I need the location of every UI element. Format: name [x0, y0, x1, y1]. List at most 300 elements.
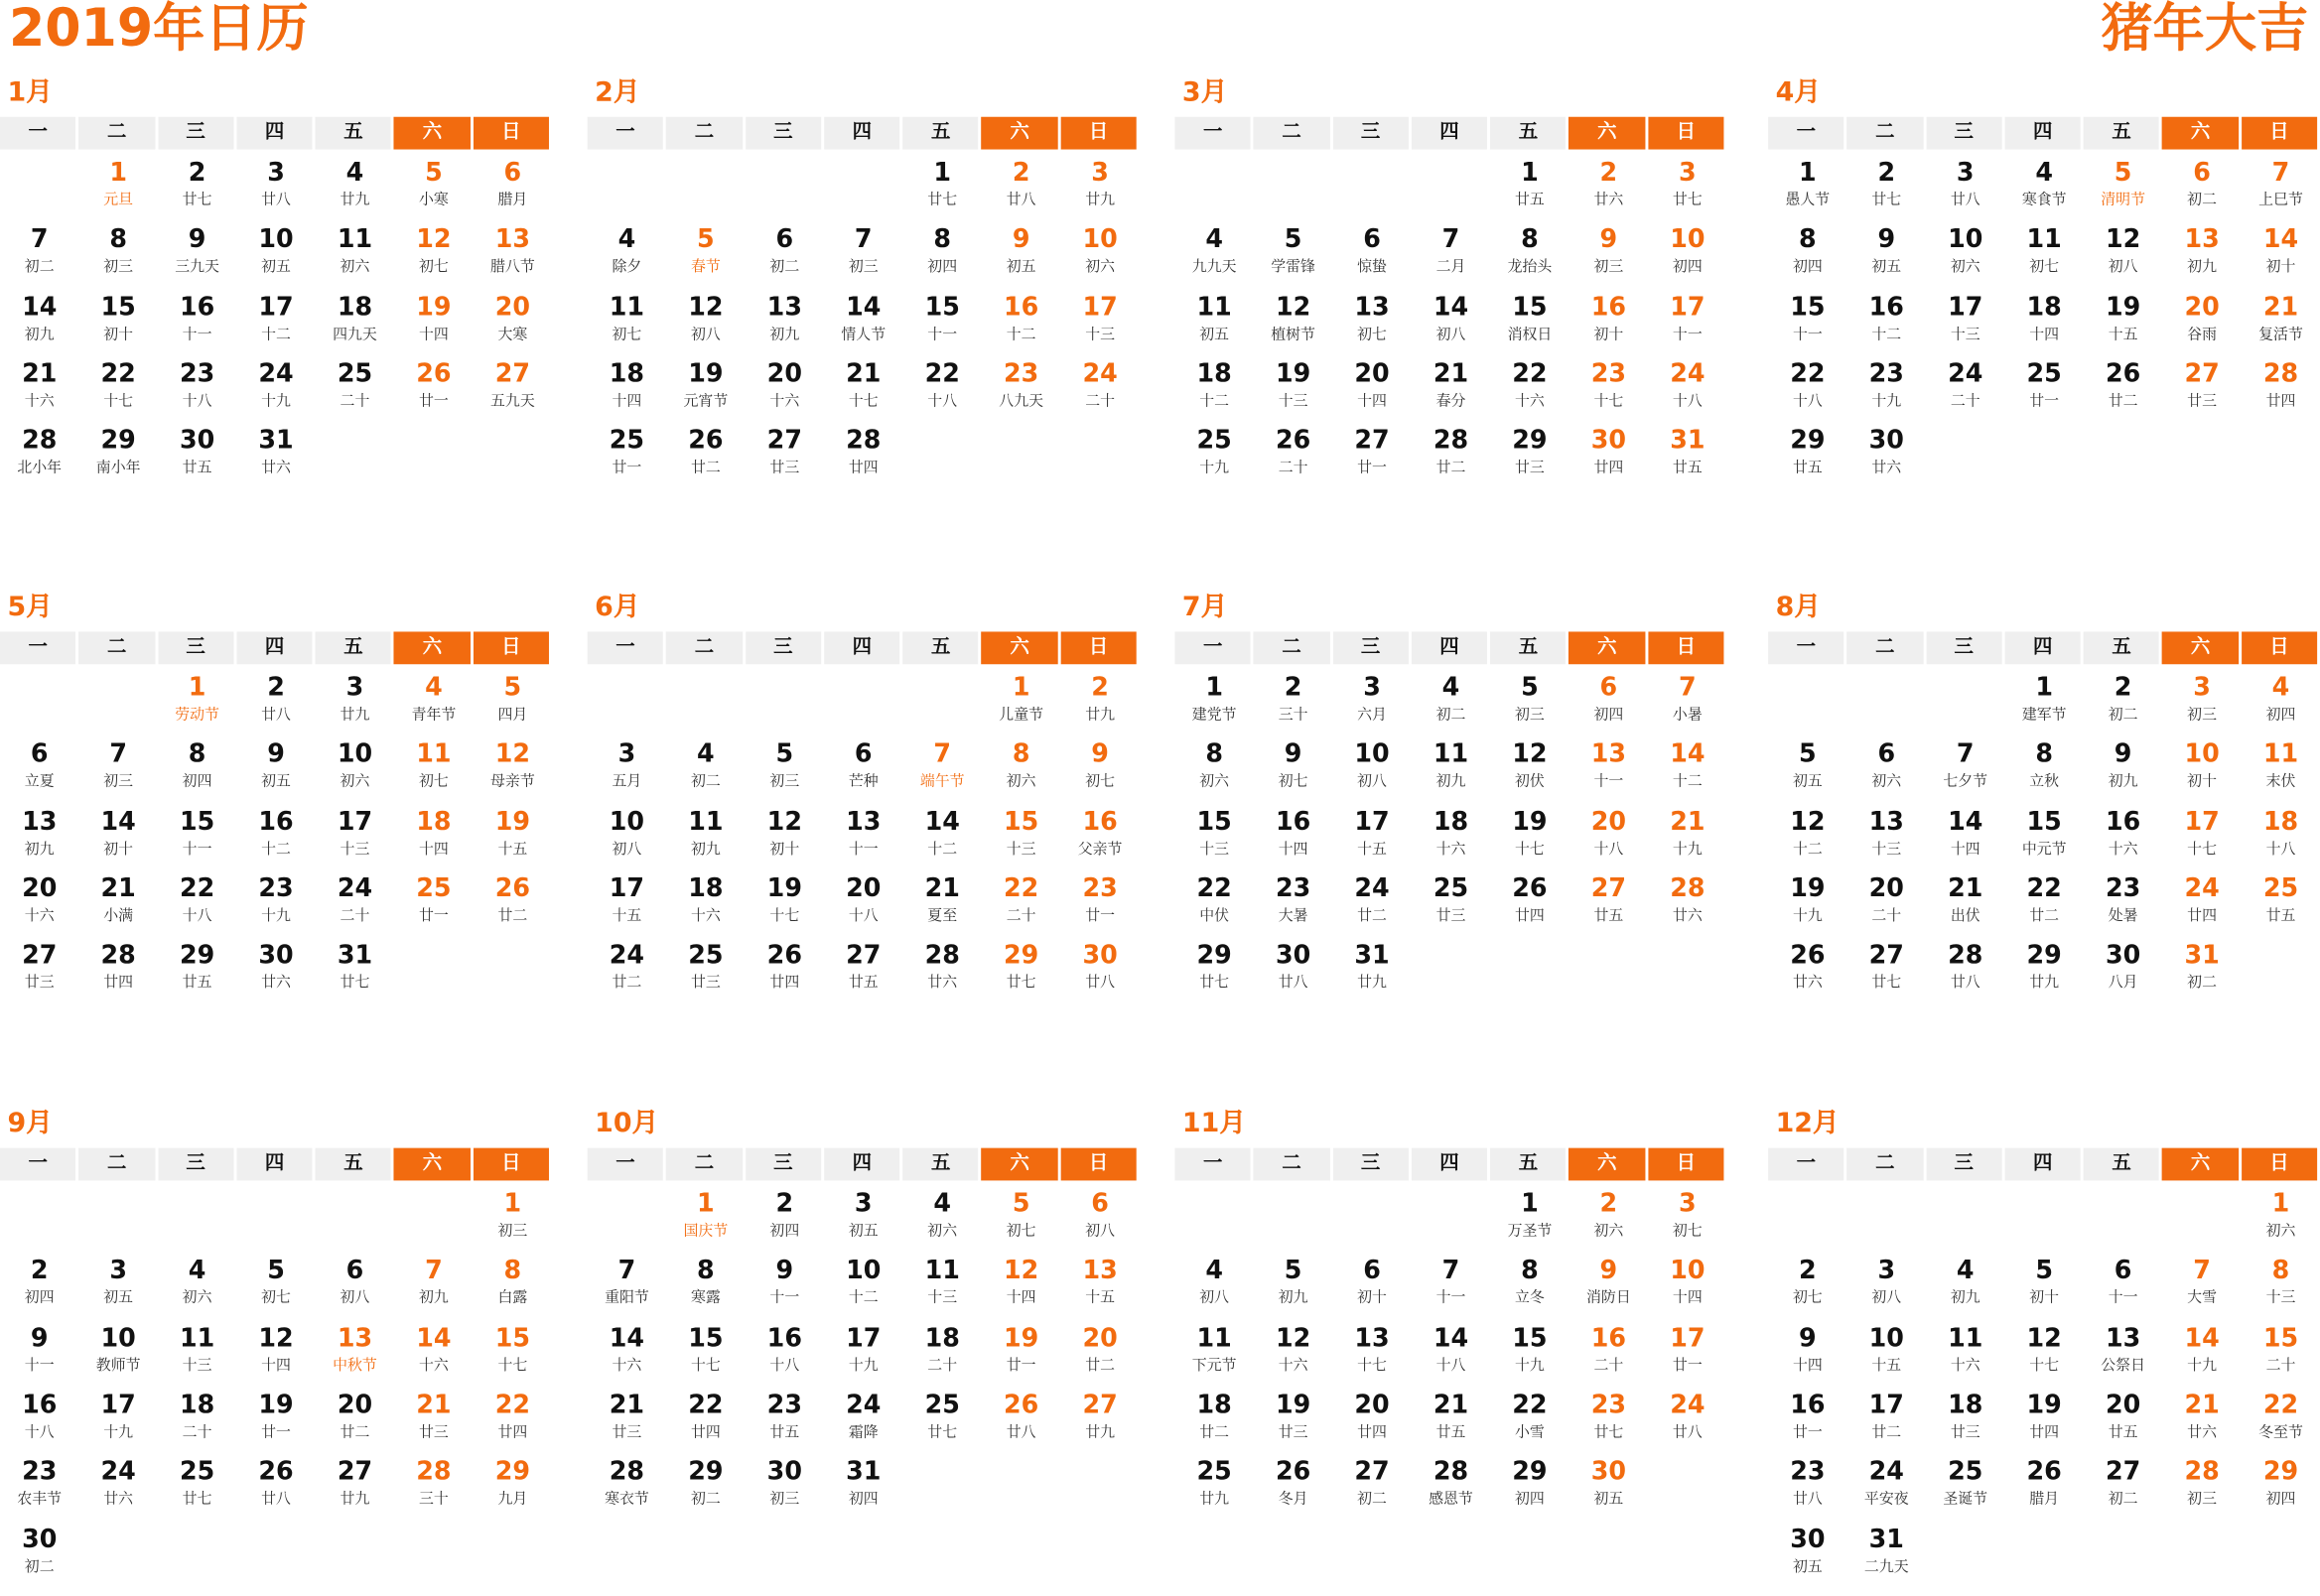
day-lunar-label: 初七 [261, 1290, 291, 1307]
day-lunar-label: 初三 [103, 259, 134, 276]
slogan: 猪年大吉 [2101, 0, 2309, 60]
day-lunar-label: 廿一 [1357, 460, 1387, 477]
day-lunar-label: 廿六 [927, 975, 958, 992]
weekday-label: 日 [2242, 1148, 2317, 1181]
day-number: 8 [1521, 224, 1539, 255]
day-lunar-label: 廿三 [1950, 1424, 1980, 1441]
day-lunar-label: 建党节 [1191, 707, 1237, 724]
day-cell [1569, 1322, 1648, 1389]
day-lunar-label: 初八 [1199, 1290, 1230, 1307]
day-cell [1412, 425, 1490, 491]
day-number: 11 [688, 807, 724, 838]
day-cell [1847, 806, 1926, 872]
day-number: 17 [258, 292, 294, 323]
day-lunar-label: 廿一 [1792, 1424, 1823, 1441]
day-number: 17 [2184, 807, 2220, 838]
day-lunar-label: 初九 [2108, 773, 2138, 791]
day-lunar-label: 廿二 [2029, 908, 2060, 925]
day-cell [236, 1255, 315, 1321]
day-number: 6 [2114, 1256, 2132, 1286]
day-number: 23 [258, 873, 294, 904]
day-lunar-label: 初三 [2187, 1491, 2217, 1509]
day-lunar-label: 初六 [1593, 1223, 1624, 1241]
day-lunar-label: 初四 [1672, 259, 1703, 276]
day-lunar-label: 廿七 [927, 192, 958, 209]
weekday-label: 二 [78, 631, 154, 664]
day-lunar-label: 初三 [2187, 707, 2217, 724]
day-cell [666, 224, 745, 291]
day-number: 28 [1433, 1457, 1469, 1488]
day-number: 24 [258, 359, 294, 389]
day-cell [1926, 291, 2004, 357]
day-number: 18 [1196, 1390, 1232, 1420]
day-cell [2242, 1188, 2320, 1255]
day-lunar-label: 十三 [1006, 841, 1036, 858]
day-lunar-label: 立夏 [24, 773, 55, 791]
day-number: 2 [1091, 673, 1109, 703]
day-number: 24 [337, 873, 373, 904]
weekday-label: 五 [1490, 631, 1566, 664]
day-number: 3 [1091, 158, 1109, 189]
day-cell [316, 1255, 394, 1321]
day-lunar-label: 初九 [1950, 1290, 1980, 1307]
day-cell [316, 940, 394, 1006]
day-lunar-label: 廿二 [2108, 393, 2138, 410]
day-lunar-label: 廿九 [2029, 975, 2060, 992]
day-cell [0, 358, 78, 425]
day-cell [588, 291, 666, 357]
day-cell [666, 291, 745, 357]
day-cell [824, 806, 902, 872]
day-lunar-label: 初二 [2108, 707, 2138, 724]
day-lunar-label: 廿八 [1006, 1424, 1036, 1441]
day-number: 16 [1790, 1390, 1826, 1420]
day-number: 16 [1590, 1323, 1627, 1354]
day-cell [236, 672, 315, 738]
day-lunar-label: 初六 [927, 1223, 958, 1241]
day-lunar-label: 十九 [261, 908, 291, 925]
day-lunar-label: 中秋节 [333, 1357, 377, 1375]
day-number: 27 [22, 941, 58, 972]
day-cell [824, 1389, 902, 1455]
day-lunar-label: 愚人节 [1785, 192, 1831, 209]
day-lunar-label: 初九 [24, 841, 55, 858]
day-cell [824, 224, 902, 291]
day-number: 12 [1275, 292, 1311, 323]
day-cell [394, 806, 473, 872]
month-block [0, 77, 552, 566]
day-cell [158, 358, 236, 425]
day-number: 1 [503, 1189, 522, 1220]
day-cell [2162, 872, 2241, 939]
day-lunar-label: 廿一 [261, 1424, 291, 1441]
day-lunar-label: 廿六 [103, 1491, 134, 1509]
day-lunar-label: 初九 [1278, 1290, 1308, 1307]
day-cell [1412, 1389, 1490, 1455]
day-cell [236, 1456, 315, 1523]
day-lunar-label: 十八 [182, 393, 212, 410]
day-lunar-label: 廿三 [24, 975, 55, 992]
day-number: 23 [2105, 873, 2141, 904]
day-lunar-label: 初九 [24, 326, 55, 343]
weekday-label: 三 [746, 631, 821, 664]
day-cell [394, 738, 473, 805]
day-number: 31 [846, 1457, 882, 1488]
day-cell [588, 425, 666, 491]
day-cell [1060, 672, 1139, 738]
day-cell [0, 806, 78, 872]
month-name: 4月 [1775, 76, 1822, 108]
day-number: 12 [2105, 224, 2141, 255]
day-cell [1332, 1322, 1411, 1389]
day-lunar-label: 初五 [1199, 326, 1230, 343]
day-cell [2084, 1389, 2162, 1455]
day-cell [236, 358, 315, 425]
day-lunar-label: 初二 [690, 773, 721, 791]
day-cell [1174, 425, 1253, 491]
day-lunar-label: 三九天 [175, 259, 219, 276]
day-lunar-label: 十八 [1792, 393, 1823, 410]
day-cell [158, 738, 236, 805]
day-lunar-label: 十一 [1435, 1290, 1466, 1307]
day-number: 4 [2271, 673, 2290, 703]
day-number: 17 [1670, 1323, 1706, 1354]
day-cell [1490, 1456, 1569, 1523]
day-lunar-label: 廿二 [340, 1424, 370, 1441]
day-lunar-label: 二十 [340, 908, 370, 925]
day-lunar-label: 初三 [1515, 707, 1545, 724]
day-number: 2 [775, 1189, 794, 1220]
weekday-label: 三 [158, 117, 233, 150]
day-cell [2242, 291, 2320, 357]
day-lunar-label: 廿七 [1006, 975, 1036, 992]
day-number: 3 [1678, 158, 1697, 189]
day-cell [78, 358, 157, 425]
day-lunar-label: 廿八 [1950, 192, 1980, 209]
day-lunar-label: 初八 [1357, 773, 1387, 791]
day-number: 19 [494, 807, 531, 838]
day-number: 12 [1512, 739, 1548, 770]
day-number: 13 [846, 807, 882, 838]
day-lunar-label: 廿六 [1593, 192, 1624, 209]
day-number: 20 [22, 873, 58, 904]
day-cell [982, 806, 1060, 872]
day-cell [1768, 157, 1846, 223]
day-lunar-label: 十九 [1792, 908, 1823, 925]
day-lunar-label: 十七 [690, 1357, 721, 1375]
day-number: 29 [100, 426, 136, 457]
day-lunar-label: 廿八 [1950, 975, 1980, 992]
day-number: 31 [1868, 1524, 1904, 1554]
day-lunar-label: 初九 [769, 326, 800, 343]
day-number: 6 [1091, 1189, 1109, 1220]
day-lunar-label: 初五 [1871, 259, 1902, 276]
day-number: 2 [1877, 158, 1896, 189]
day-number: 8 [109, 224, 127, 255]
weekday-label: 一 [588, 631, 663, 664]
day-number: 22 [179, 873, 215, 904]
day-number: 9 [267, 739, 285, 770]
day-lunar-label: 廿六 [261, 975, 291, 992]
day-number: 27 [337, 1457, 373, 1488]
day-number: 20 [1082, 1323, 1118, 1354]
day-cell [394, 1389, 473, 1455]
day-lunar-label: 廿三 [1278, 1424, 1308, 1441]
day-number: 26 [2026, 1457, 2062, 1488]
day-cell [1768, 1255, 1846, 1321]
day-lunar-label: 初四 [927, 259, 958, 276]
day-cell [1648, 1255, 1726, 1321]
day-number: 23 [1275, 873, 1311, 904]
day-number: 28 [609, 1457, 645, 1488]
day-cell [474, 872, 552, 939]
day-cell [2004, 1322, 2083, 1389]
day-number: 3 [854, 1189, 873, 1220]
weekday-label: 五 [2084, 1148, 2159, 1181]
day-lunar-label: 元旦 [103, 192, 134, 209]
day-lunar-label: 初八 [1085, 1223, 1115, 1241]
day-cell [902, 738, 981, 805]
day-cell [2242, 872, 2320, 939]
day-cell [1490, 1255, 1569, 1321]
day-lunar-label: 十一 [848, 841, 879, 858]
day-number: 4 [1205, 1256, 1223, 1286]
day-number: 11 [2026, 224, 2062, 255]
day-lunar-label: 十二 [261, 326, 291, 343]
day-number: 20 [2105, 1390, 2141, 1420]
day-lunar-label: 十二 [1792, 841, 1823, 858]
day-cell [902, 806, 981, 872]
day-lunar-label: 十四 [261, 1357, 291, 1375]
day-cell [1332, 1456, 1411, 1523]
weekday-label: 二 [1847, 117, 1923, 150]
day-lunar-label: 廿一 [419, 393, 449, 410]
page-title: 2019年日历 [8, 0, 309, 60]
day-number: 26 [1275, 426, 1311, 457]
day-cell [2084, 940, 2162, 1006]
day-number: 2 [188, 158, 206, 189]
day-lunar-label: 廿四 [2265, 393, 2296, 410]
day-lunar-label: 谷雨 [2187, 326, 2217, 343]
day-lunar-label: 初七 [1672, 1223, 1703, 1241]
day-cell [1332, 940, 1411, 1006]
weekday-label: 四 [2004, 117, 2080, 150]
day-number: 18 [337, 292, 373, 323]
day-cell [1768, 224, 1846, 291]
day-lunar-label: 二十 [1006, 908, 1036, 925]
day-cell [1254, 358, 1332, 425]
day-cell [588, 738, 666, 805]
day-lunar-label: 十一 [2108, 1290, 2138, 1307]
day-lunar-label: 二十 [1278, 460, 1308, 477]
day-number: 15 [1512, 292, 1548, 323]
day-lunar-label: 初二 [2187, 192, 2217, 209]
day-cell [236, 872, 315, 939]
day-lunar-label: 圣诞节 [1943, 1491, 1988, 1509]
day-cell [1412, 224, 1490, 291]
day-cell [0, 872, 78, 939]
day-cell [1490, 425, 1569, 491]
day-number: 16 [1275, 807, 1311, 838]
day-lunar-label: 初五 [261, 773, 291, 791]
day-number: 20 [494, 292, 531, 323]
day-number: 29 [688, 1457, 724, 1488]
day-cell [236, 425, 315, 491]
day-cell [2084, 157, 2162, 223]
day-number: 13 [2105, 1323, 2141, 1354]
day-number: 15 [2262, 1323, 2299, 1354]
day-lunar-label: 初四 [2265, 707, 2296, 724]
day-lunar-label: 十四 [419, 326, 449, 343]
day-cell [78, 940, 157, 1006]
weekday-label: 二 [78, 1148, 154, 1181]
day-number: 30 [258, 941, 294, 972]
day-number: 7 [30, 224, 49, 255]
day-cell [746, 1188, 824, 1255]
day-cell [902, 1389, 981, 1455]
day-cell [316, 358, 394, 425]
day-cell [746, 1322, 824, 1389]
day-lunar-label: 十六 [419, 1357, 449, 1375]
day-lunar-label: 初十 [103, 841, 134, 858]
day-lunar-label: 儿童节 [999, 707, 1044, 724]
day-number: 26 [1790, 941, 1826, 972]
day-number: 18 [924, 1323, 960, 1354]
weekday-label: 六 [1569, 631, 1645, 664]
day-cell [2162, 224, 2241, 291]
day-lunar-label: 十六 [24, 908, 55, 925]
day-number: 30 [1590, 426, 1627, 457]
day-lunar-label: 初八 [340, 1290, 370, 1307]
weekday-label: 日 [2242, 631, 2317, 664]
day-cell [588, 806, 666, 872]
day-cell [1926, 157, 2004, 223]
day-number: 15 [494, 1323, 531, 1354]
day-number: 11 [924, 1256, 960, 1286]
day-number: 7 [1678, 673, 1697, 703]
day-cell [474, 1456, 552, 1523]
day-number: 7 [109, 739, 127, 770]
day-number: 12 [1790, 807, 1826, 838]
month-name: 5月 [7, 592, 53, 623]
day-lunar-label: 初四 [848, 1491, 879, 1509]
day-number: 11 [416, 739, 452, 770]
day-number: 19 [1512, 807, 1548, 838]
day-cell [78, 872, 157, 939]
day-cell [1254, 1255, 1332, 1321]
month-name: 7月 [1181, 592, 1228, 623]
month-block [1768, 592, 2320, 1080]
day-number: 17 [1948, 292, 1983, 323]
day-cell [1060, 1188, 1139, 1255]
day-lunar-label: 廿五 [182, 460, 212, 477]
day-cell [982, 224, 1060, 291]
day-lunar-label: 九九天 [1191, 259, 1237, 276]
day-cell [1412, 1255, 1490, 1321]
day-number: 28 [924, 941, 960, 972]
day-lunar-label: 十八 [927, 393, 958, 410]
day-lunar-label: 十二 [927, 841, 958, 858]
day-cell [2242, 1255, 2320, 1321]
day-cell [1412, 291, 1490, 357]
day-cell [78, 738, 157, 805]
day-cell [588, 1389, 666, 1455]
day-cell [1569, 291, 1648, 357]
day-cell [1569, 224, 1648, 291]
day-number: 22 [494, 1390, 531, 1420]
day-cell [394, 358, 473, 425]
month-block [1768, 77, 2320, 566]
day-number: 10 [1948, 224, 1983, 255]
day-cell [78, 1456, 157, 1523]
day-number: 5 [1521, 673, 1539, 703]
day-number: 1 [933, 158, 952, 189]
day-cell [474, 224, 552, 291]
day-number: 21 [2184, 1390, 2220, 1420]
day-lunar-label: 十四 [419, 841, 449, 858]
day-lunar-label: 十三 [1950, 326, 1980, 343]
day-cell [1648, 1188, 1726, 1255]
day-cell [2162, 940, 2241, 1006]
day-lunar-label: 廿二 [1357, 908, 1387, 925]
day-cell [1847, 1389, 1926, 1455]
day-lunar-label: 十七 [1593, 393, 1624, 410]
day-cell [1768, 291, 1846, 357]
weekday-label: 五 [1490, 1148, 1566, 1181]
day-cell [0, 1523, 78, 1589]
day-cell [1174, 940, 1253, 1006]
day-cell [474, 1255, 552, 1321]
day-lunar-label: 八月 [2108, 975, 2138, 992]
day-lunar-label: 初八 [612, 841, 642, 858]
day-lunar-label: 廿七 [182, 192, 212, 209]
day-cell [1060, 1389, 1139, 1455]
day-lunar-label: 十六 [612, 1357, 642, 1375]
day-lunar-label: 十七 [1515, 841, 1545, 858]
day-cell [902, 291, 981, 357]
day-cell [1412, 738, 1490, 805]
day-cell [78, 157, 157, 223]
day-cell [1648, 1389, 1726, 1455]
day-lunar-label: 廿四 [1515, 908, 1545, 925]
day-lunar-label: 端午节 [919, 773, 965, 791]
day-lunar-label: 初五 [1792, 1558, 1823, 1575]
day-cell [1926, 224, 2004, 291]
weekday-label: 日 [474, 631, 549, 664]
weekday-label: 三 [746, 1148, 821, 1181]
day-number: 6 [503, 158, 522, 189]
day-number: 13 [337, 1323, 373, 1354]
day-number: 25 [609, 426, 645, 457]
weekday-label: 六 [2162, 631, 2238, 664]
day-cell [1926, 1322, 2004, 1389]
day-cell [2084, 291, 2162, 357]
day-number: 27 [1354, 426, 1390, 457]
day-lunar-label: 初八 [690, 326, 721, 343]
day-lunar-label: 初六 [340, 773, 370, 791]
weekday-label: 二 [78, 117, 154, 150]
weekday-label: 一 [588, 117, 663, 150]
day-lunar-label: 廿三 [769, 460, 800, 477]
day-cell [902, 1255, 981, 1321]
day-cell [2242, 1322, 2320, 1389]
weekday-header [588, 631, 1140, 664]
day-number: 29 [1512, 426, 1548, 457]
weekday-label: 四 [2004, 1148, 2080, 1181]
day-number: 16 [258, 807, 294, 838]
day-lunar-label: 立秋 [2029, 773, 2060, 791]
day-cell [982, 291, 1060, 357]
